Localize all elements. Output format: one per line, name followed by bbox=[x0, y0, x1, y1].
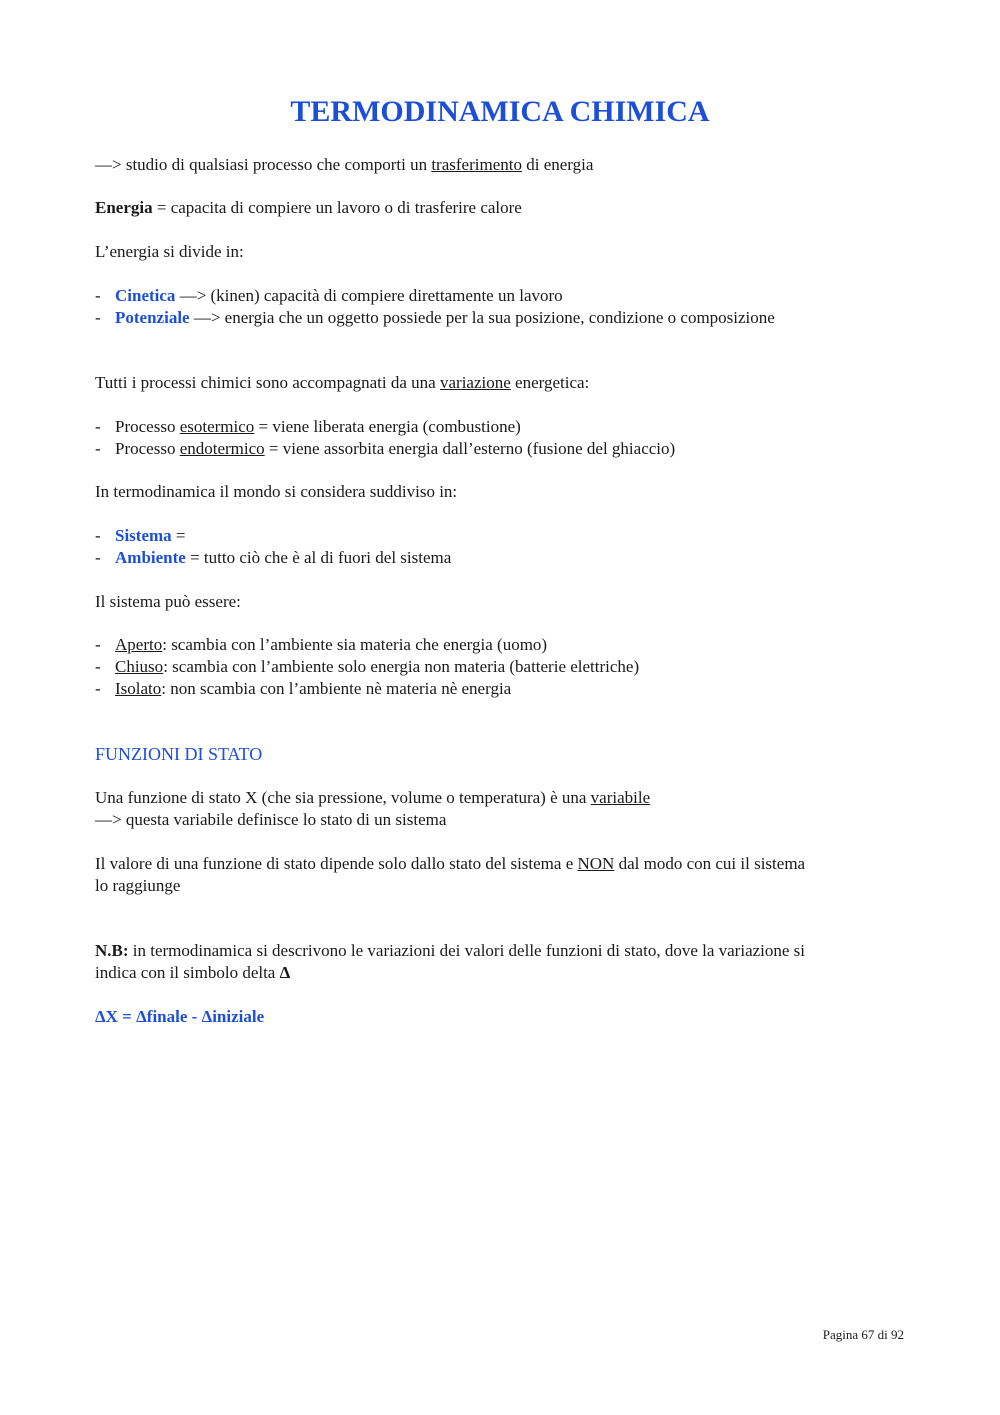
processi-intro: Tutti i processi chimici sono accompagnati da una variazione energetica: bbox=[95, 373, 590, 392]
potenziale-term: Potenziale bbox=[115, 308, 190, 327]
valore-paragraph-line2: lo raggiunge bbox=[95, 876, 181, 895]
list-item: - Aperto: scambia con l’ambiente sia materia che energia (uomo) bbox=[95, 635, 548, 654]
nb-label: N.B: bbox=[95, 941, 129, 960]
list-item: - Sistema = bbox=[95, 526, 186, 545]
ambiente-term: Ambiente bbox=[115, 548, 186, 567]
energia-definition: Energia = capacita di compiere un lavoro o di trasferire calore bbox=[95, 198, 522, 217]
nb-note: N.B: in termodinamica si descrivono le variazioni dei valori delle funzioni di stato, dove la variazione si bbox=[95, 941, 806, 960]
energia-divide-text: L’energia si divide in: bbox=[95, 242, 244, 261]
page-number: Pagina 67 di 92 bbox=[822, 1327, 904, 1342]
energia-term: Energia bbox=[95, 198, 153, 217]
list-item: - Isolato: non scambia con l’ambiente nè materia nè energia bbox=[95, 679, 512, 698]
list-item: - Ambiente = tutto ciò che è al di fuori del sistema bbox=[95, 548, 452, 567]
sistema-term: Sistema bbox=[115, 526, 172, 545]
delta-symbol: Δ bbox=[279, 963, 291, 982]
list-item: - Processo esotermico = viene liberata energia (combustione) bbox=[95, 417, 521, 436]
nb-note-line2: indica con il simbolo delta Δ bbox=[95, 963, 291, 982]
intro-line: —> studio di qualsiasi processo che comporti un trasferimento di energia bbox=[95, 155, 594, 174]
sistema-intro: Il sistema può essere: bbox=[95, 592, 241, 611]
list-item: - Potenziale —> energia che un oggetto possiede per la sua posizione, condizione o composizione bbox=[95, 308, 775, 327]
valore-paragraph: Il valore di una funzione di stato dipende solo dallo stato del sistema e NON dal modo con cui il sistema bbox=[95, 854, 806, 873]
list-item: - Chiuso: scambia con l’ambiente solo energia non materia (batterie elettriche) bbox=[95, 657, 640, 676]
section-heading: FUNZIONI DI STATO bbox=[95, 744, 263, 764]
delta-formula: ΔX = Δfinale - Δiniziale bbox=[95, 1007, 265, 1026]
list-item: - Processo endotermico = viene assorbita energia dall’esterno (fusione del ghiaccio) bbox=[95, 439, 676, 458]
mondo-intro: In termodinamica il mondo si considera suddiviso in: bbox=[95, 482, 458, 501]
funzione-definition-line2: —> questa variabile definisce lo stato di un sistema bbox=[95, 810, 447, 829]
cinetica-term: Cinetica bbox=[115, 286, 176, 305]
funzione-definition: Una funzione di stato X (che sia pressione, volume o temperatura) è una variabile bbox=[95, 788, 651, 807]
page-title: TERMODINAMICA CHIMICA bbox=[290, 95, 710, 128]
list-item: - Cinetica —> (kinen) capacità di compiere direttamente un lavoro bbox=[95, 286, 563, 305]
